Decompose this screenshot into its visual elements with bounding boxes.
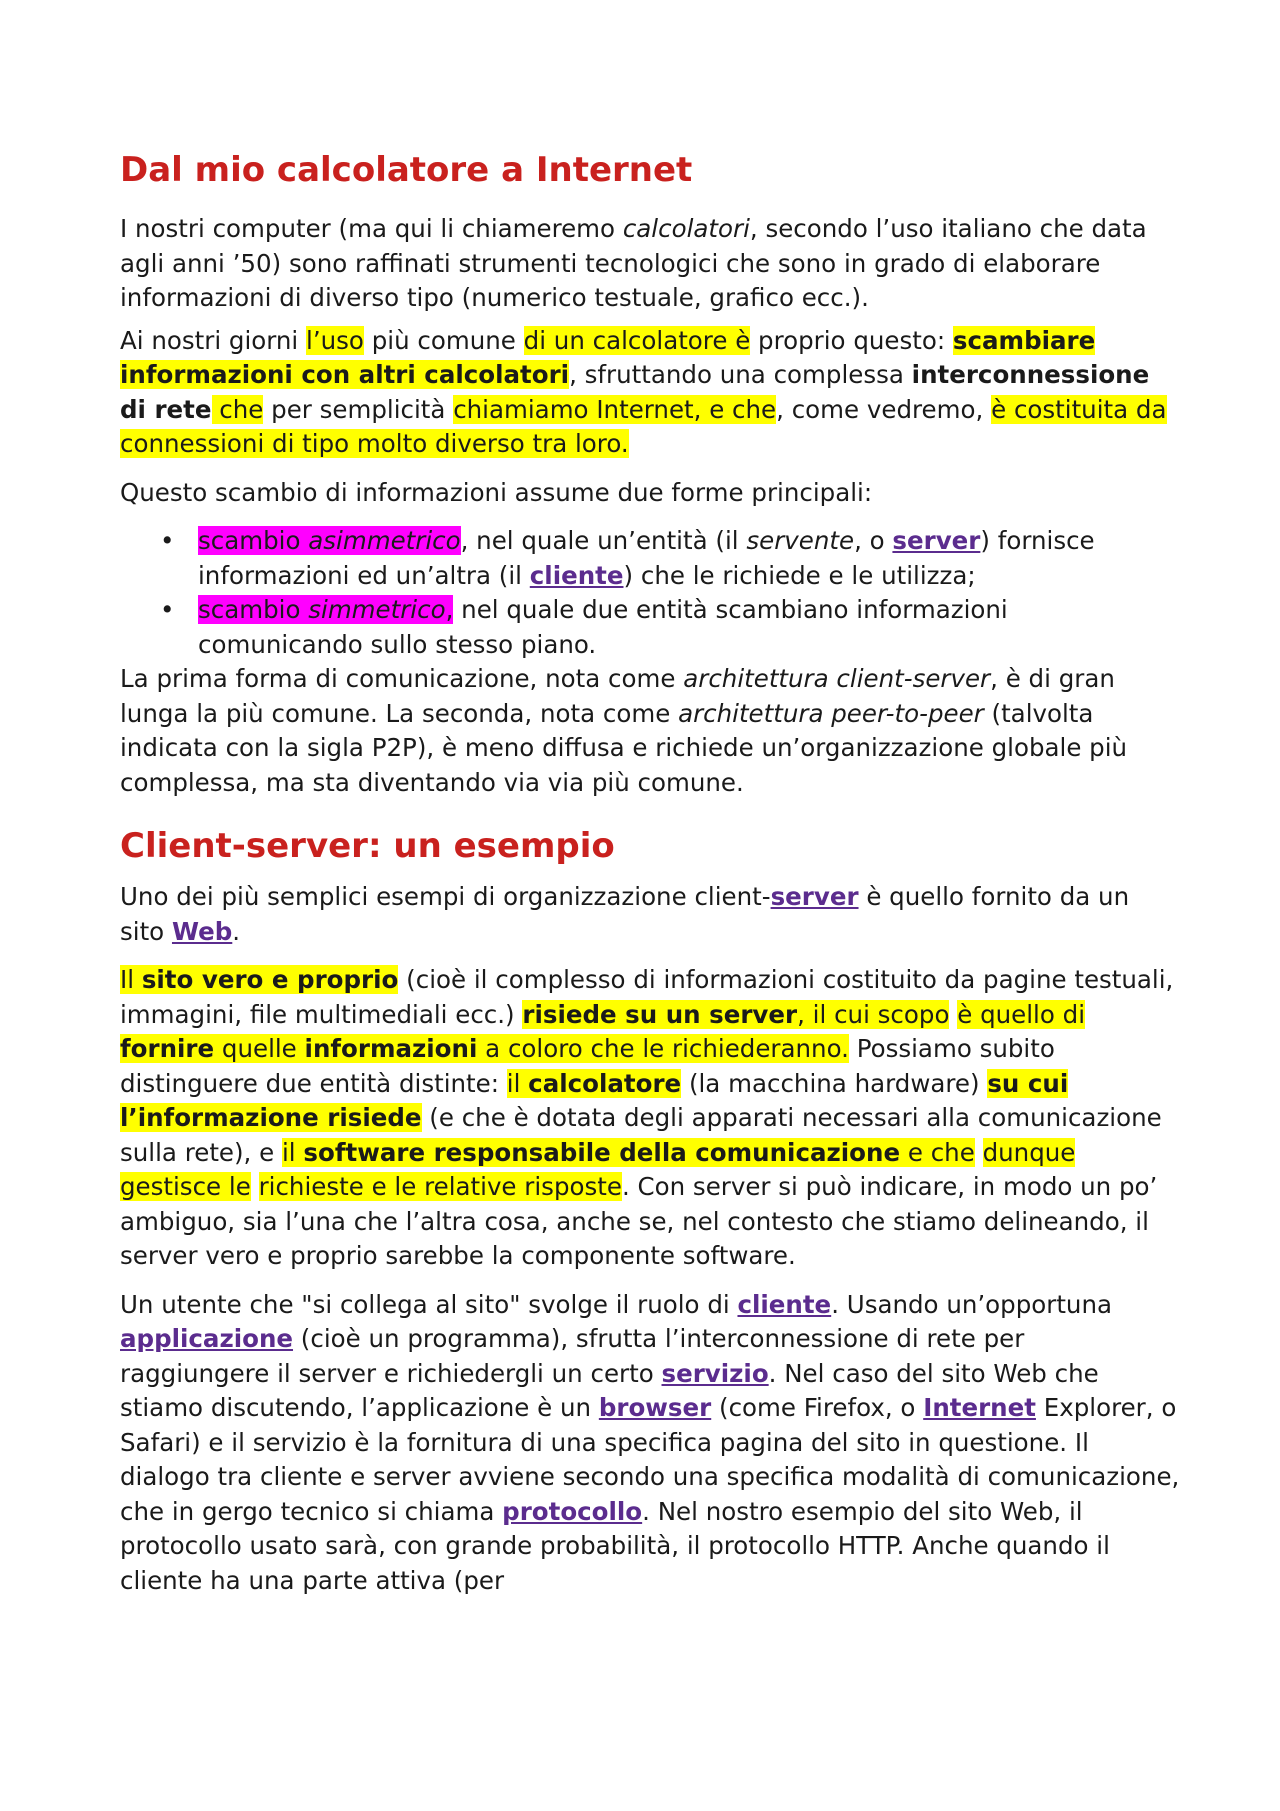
italic-text: servente: [746, 526, 855, 555]
list-item: [120, 524, 1180, 593]
highlight: il: [506, 1068, 529, 1098]
highlight: richieste e le relative risposte: [258, 1172, 622, 1201]
highlight: che: [211, 394, 264, 424]
highlight: quelle: [214, 1034, 305, 1063]
text: (la macchina hardware): [681, 1068, 988, 1098]
highlight-magenta: [198, 526, 461, 555]
text: (cioè il complesso di informazioni costituito da pagine testuali, immagini, file multimediali ecc.): [120, 965, 1174, 1029]
paragraph-architectures: [120, 662, 1180, 800]
paragraph-client: [120, 1288, 1180, 1599]
text: è quello fornito da un sito: [120, 882, 1130, 946]
text: (come Firefox, o: [711, 1393, 924, 1422]
list-item: [120, 593, 1180, 662]
highlight-bold: fornire: [120, 1034, 215, 1063]
paragraph-usage: [120, 324, 1180, 462]
text: , è di gran lunga la più comune. La seconda, nota come: [120, 664, 1115, 728]
text: , come vedremo,: [776, 394, 992, 424]
highlight-bold: informazioni: [304, 1034, 478, 1063]
highlight-bold: software responsabile della comunicazione: [303, 1137, 901, 1167]
highlight: Il: [120, 965, 142, 994]
text: .: [232, 916, 241, 946]
text: Ai nostri giorni: [120, 325, 307, 355]
document-page: [120, 148, 1180, 1598]
text: Uno dei più semplici esempi di organizzazione client-: [120, 882, 771, 911]
link-cliente[interactable]: cliente: [529, 560, 624, 590]
section-title: Client-server: un esempio: [120, 826, 615, 866]
highlight: è costituita da connessioni di tipo molto diverso tra loro.: [120, 394, 1167, 458]
text: (e che è dotata degli apparati necessari alla comunicazione sulla rete), e: [120, 1103, 1162, 1167]
text: ) che le richiede e le utilizza;: [623, 560, 976, 590]
highlight: , il cui scopo: [797, 999, 950, 1029]
highlight-bold: sito vero e proprio: [141, 965, 399, 994]
text: Possiamo subito distinguere due entità distinte:: [120, 1034, 1055, 1098]
highlight: e che: [900, 1137, 975, 1167]
bold-text: interconnessione di rete: [120, 360, 1150, 424]
paragraph-example: [120, 880, 1180, 949]
text: proprio questo:: [750, 325, 953, 355]
paragraph-intro: [120, 212, 1180, 316]
italic-text: simmetrico: [308, 595, 446, 624]
text: scambio: [198, 526, 309, 555]
text: . Con server si può indicare, in modo un po’ ambiguo, sia l’una che l’altra cosa, anche se, nel contesto che stiamo delineando, il server vero e proprio sarebbe la componente software.: [120, 1172, 1158, 1270]
text: . Nel caso del sito Web che stiamo discutendo, l’applicazione è un: [120, 1358, 1099, 1422]
link-applicazione[interactable]: applicazione: [120, 1324, 294, 1353]
text: , nel quale un’entità (il: [460, 526, 747, 555]
link-protocollo[interactable]: protocollo: [502, 1496, 643, 1526]
italic-text: architettura peer-to-peer: [678, 698, 984, 728]
text: ) fornisce informazioni ed un’altra (il: [198, 526, 1095, 590]
text: nel quale due entità scambiano informazioni comunicando sullo stesso piano.: [198, 595, 1008, 659]
text: . Usando un’opportuna: [831, 1289, 1113, 1319]
bullet: •: [160, 526, 175, 555]
highlight-bold: calcolatore: [528, 1068, 682, 1098]
highlight: di un calcolatore è: [523, 325, 751, 355]
text: , o: [854, 526, 893, 555]
link-servizio[interactable]: servizio: [661, 1358, 769, 1388]
text: [975, 1138, 983, 1167]
text: , secondo l’uso italiano che data agli anni ’50) sono raffinati strumenti tecnologici che sono in grado di elaborare informazioni di diverso tipo (numerico testuale, grafico ecc.).: [120, 214, 1147, 312]
text: Un utente che "si collega al sito" svolge il ruolo di: [120, 1289, 738, 1319]
link-cliente[interactable]: cliente: [737, 1289, 832, 1319]
text: , sfruttando una complessa: [569, 360, 912, 389]
highlight: è quello di: [957, 999, 1085, 1029]
highlight-bold: risiede su un server: [522, 999, 798, 1029]
highlight: chiamiamo Internet, e che: [453, 394, 777, 424]
highlight: dunque gestisce le: [120, 1137, 1076, 1201]
highlight: l’uso: [306, 325, 364, 355]
text: ,: [445, 595, 454, 624]
paragraph-site: [120, 963, 1180, 1274]
text: (talvolta indicata con la sigla P2P), è meno diffusa e richiede un’organizzazione globale più complessa, ma sta diventando via via più comune.: [120, 698, 1128, 797]
link-server[interactable]: server: [892, 526, 981, 555]
text: . Nel nostro esempio del sito Web, il protocollo usato sarà, con grande probabilità, il protocollo HTTP. Anche quando il cliente ha una parte attiva (per: [120, 1496, 1110, 1595]
highlight-bold: scambiare informazioni con altri calcolatori: [120, 325, 1096, 389]
text: I nostri computer (ma qui li chiameremo: [120, 214, 623, 243]
bullet: •: [160, 595, 175, 624]
highlight: il: [282, 1137, 304, 1167]
text: La prima forma di comunicazione, nota come: [120, 664, 684, 693]
highlight-magenta: [198, 595, 453, 624]
text: (cioè un programma), sfrutta l’interconnessione di rete per raggiungere il server e richiedergli un certo: [120, 1324, 1025, 1388]
exchange-list: [120, 524, 1180, 662]
link-web[interactable]: Web: [171, 916, 233, 946]
paragraph-forms: Questo scambio di informazioni assume due forme principali:: [120, 477, 873, 507]
text: più comune: [363, 325, 524, 355]
italic-text: architettura client-server: [683, 664, 991, 693]
text: per semplicità: [263, 394, 454, 424]
highlight: a coloro che le richiederanno.: [477, 1034, 849, 1063]
italic-text: calcolatori: [622, 214, 750, 243]
highlight-bold: su cui l’informazione risiede: [120, 1068, 1069, 1132]
text: [251, 1172, 259, 1201]
link-browser[interactable]: browser: [598, 1393, 712, 1422]
text: Explorer, o Safari) e il servizio è la fornitura di una specifica pagina del sito in questione. Il dialogo tra cliente e server avviene secondo una specifica modalità di comunicazione, che in gergo tecnico si chiama: [120, 1393, 1180, 1526]
italic-text: asimmetrico: [308, 526, 461, 555]
text: scambio: [198, 595, 309, 624]
link-internet[interactable]: Internet: [923, 1393, 1036, 1422]
link-server[interactable]: server: [770, 882, 859, 911]
page-title: Dal mio calcolatore a Internet: [120, 150, 693, 190]
